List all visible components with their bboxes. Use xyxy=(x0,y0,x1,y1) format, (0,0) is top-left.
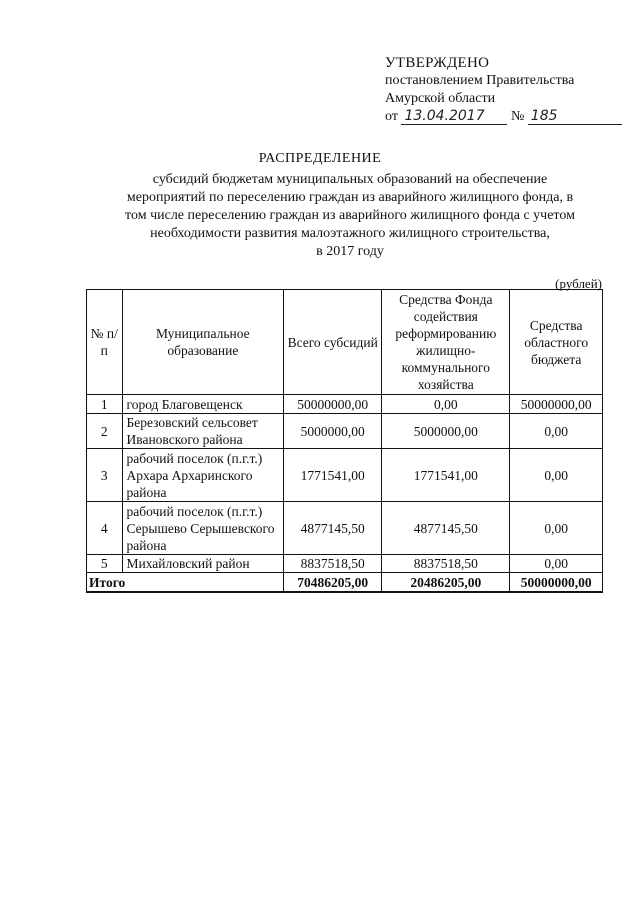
document-title: РАСПРЕДЕЛЕНИЕ xyxy=(258,151,382,166)
handwritten-date: 13.04.2017 xyxy=(401,109,507,125)
cell-num: 5 xyxy=(87,555,123,573)
document-subtitle xyxy=(90,171,610,261)
cell-num: 2 xyxy=(87,414,123,449)
header-regional: Средства областного бюджета xyxy=(510,290,603,395)
cell-municipality: рабочий поселок (п.г.т.) Архара Архаринского района xyxy=(122,449,284,502)
approval-heading: УТВЕРЖДЕНО xyxy=(385,55,490,71)
cell-num: 3 xyxy=(87,449,123,502)
total-sum: 70486205,00 xyxy=(284,573,382,593)
subtitle-line: необходимости развития малоэтажного жилищного строительства, xyxy=(150,226,550,241)
table-row xyxy=(87,502,603,555)
date-prefix: от xyxy=(385,109,398,124)
table-row xyxy=(87,414,603,449)
cell-total: 4877145,50 xyxy=(284,502,382,555)
total-regional: 50000000,00 xyxy=(510,573,603,593)
cell-municipality: город Благовещенск xyxy=(122,395,284,414)
number-prefix: № xyxy=(510,109,525,124)
header-num: № п/п xyxy=(87,290,123,395)
handwritten-number: 185 xyxy=(528,109,622,125)
cell-municipality: Березовский сельсовет Ивановского района xyxy=(122,414,284,449)
subtitle-line: в 2017 году xyxy=(316,244,384,259)
subtitle-line: мероприятий по переселению граждан из аварийного жилищного фонда, в xyxy=(126,190,574,205)
cell-regional: 0,00 xyxy=(510,414,603,449)
header-municipality: Муниципальное образование xyxy=(122,290,284,395)
cell-regional: 0,00 xyxy=(510,502,603,555)
cell-fund: 8837518,50 xyxy=(382,555,510,573)
cell-municipality: Михайловский район xyxy=(122,555,284,573)
subsidy-table xyxy=(86,289,603,593)
cell-fund: 5000000,00 xyxy=(382,414,510,449)
header-total: Всего субсидий xyxy=(284,290,382,395)
table-header-row xyxy=(87,290,603,395)
table-row xyxy=(87,395,603,414)
table-row xyxy=(87,449,603,502)
total-label: Итого xyxy=(87,573,284,593)
approval-line-2: Амурской области xyxy=(385,91,496,106)
subtitle-line: том числе переселению граждан из аварийного жилищного фонда с учетом xyxy=(125,208,575,223)
cell-num: 4 xyxy=(87,502,123,555)
header-fund: Средства Фонда содействия реформированию жилищно-коммунального хозяйства xyxy=(382,290,510,395)
units-label: (рублей) xyxy=(555,276,602,291)
approval-line-1: постановлением Правительства xyxy=(385,73,575,88)
subtitle-line: субсидий бюджетам муниципальных образований на обеспечение xyxy=(152,172,548,187)
cell-municipality: рабочий поселок (п.г.т.) Серышево Серышевского района xyxy=(122,502,284,555)
cell-fund: 0,00 xyxy=(382,395,510,414)
cell-regional: 0,00 xyxy=(510,555,603,573)
table-row xyxy=(87,555,603,573)
total-row xyxy=(87,573,603,593)
cell-regional: 50000000,00 xyxy=(510,395,603,414)
cell-total: 1771541,00 xyxy=(284,449,382,502)
cell-fund: 1771541,00 xyxy=(382,449,510,502)
approval-date-line xyxy=(385,108,625,126)
approval-block xyxy=(385,54,625,126)
total-fund: 20486205,00 xyxy=(382,573,510,593)
cell-regional: 0,00 xyxy=(510,449,603,502)
cell-total: 50000000,00 xyxy=(284,395,382,414)
cell-total: 8837518,50 xyxy=(284,555,382,573)
cell-num: 1 xyxy=(87,395,123,414)
cell-fund: 4877145,50 xyxy=(382,502,510,555)
cell-total: 5000000,00 xyxy=(284,414,382,449)
